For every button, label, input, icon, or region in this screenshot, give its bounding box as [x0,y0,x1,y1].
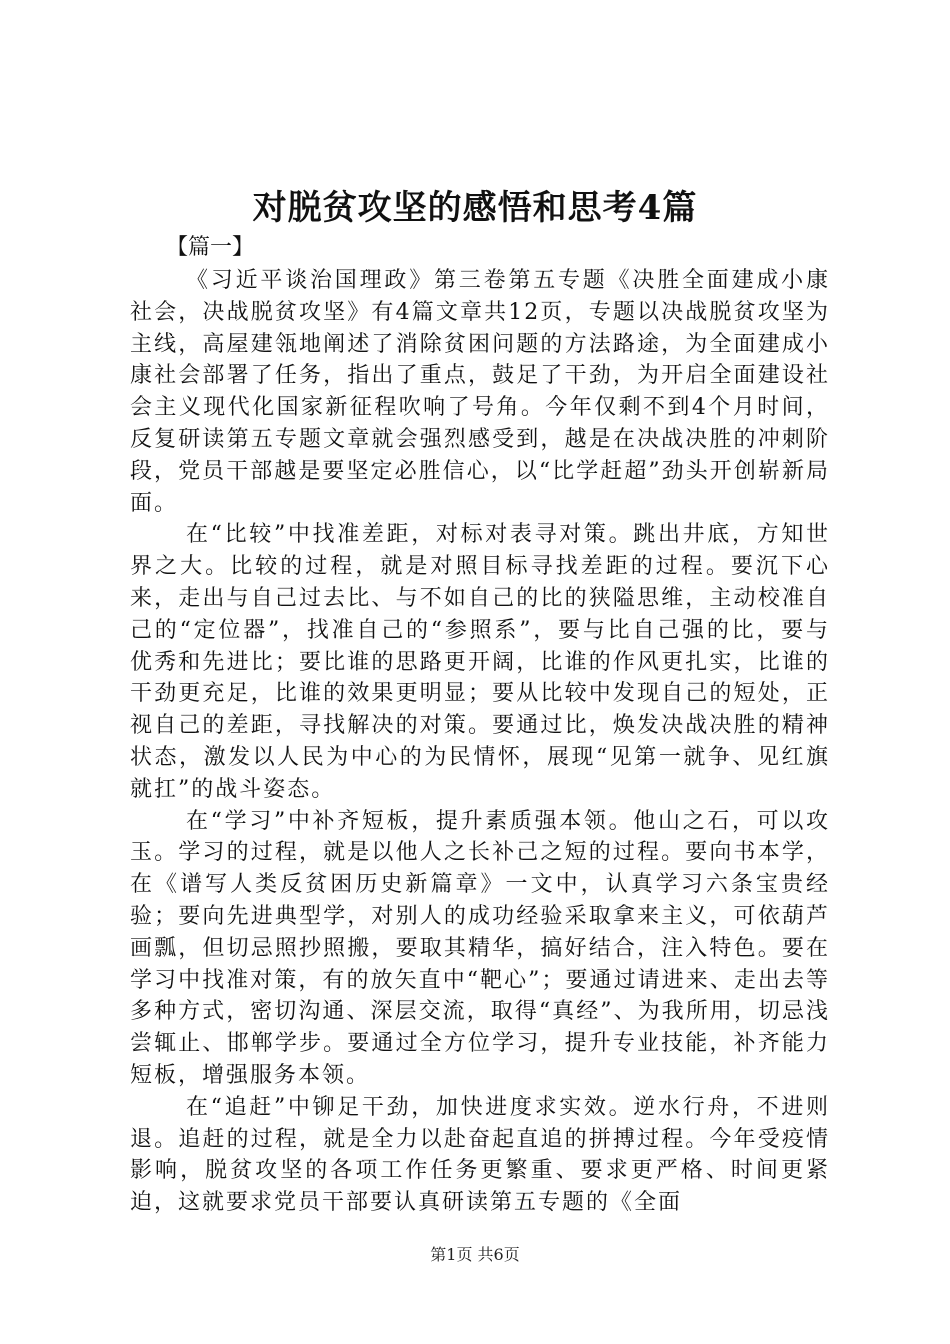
document-title: 对脱贫攻坚的感悟和思考4篇 [252,188,698,228]
document-body [130,232,830,1219]
paragraph-intro: 《习近平谈治国理政》第三卷第五专题《决胜全面建成小康社会，决战脱贫攻坚》有4篇文章共12页，专题以决战脱贫攻坚为主线，高屋建瓴地阐述了消除贫困问题的方法路途，为全面建成小康社会部署了任务，指出了重点，鼓足了干劲，为开启全面建设社会主义现代化国家新征程吹响了号角。今年仅剩不到4个月时间，反复研读第五专题文章就会强烈感受到，越是在决战决胜的冲刺阶段，党员干部越是要坚定必胜信心，以“比学赶超”劲头开创崭新局面。 [130,268,830,516]
section-label: 【篇一】 [166,235,255,260]
paragraph-compare: 在“比较”中找准差距，对标对表寻对策。跳出井底，方知世界之大。比较的过程，就是对照目标寻找差距的过程。要沉下心来，走出与自己过去比、与不如自己的比的狭隘思维，主动校准自己的“定位器”，找准自己的“参照系”，要与比自己强的比，要与优秀和先进比；要比谁的思路更开阔，比谁的作风更扎实，比谁的干劲更充足，比谁的效果更明显；要从比较中发现自己的短处，正视自己的差距，寻找解决的对策。要通过比，焕发决战决胜的精神状态，激发以人民为中心的为民情怀，展现“见第一就争、见红旗就扛”的战斗姿态。 [130,522,830,802]
paragraph-catch-up: 在“追赶”中铆足干劲，加快进度求实效。逆水行舟，不进则退。追赶的过程，就是全力以赴奋起直追的拼搏过程。今年受疫情影响，脱贫攻坚的各项工作任务更繁重、要求更严格、时间更紧迫，这就要求党员干部要认真研读第五专题的《全面 [130,1094,830,1216]
page-footer: 第1页 共6页 [430,1245,520,1264]
paragraph-study: 在“学习”中补齐短板，提升素质强本领。他山之石，可以攻玉。学习的过程，就是以他人之长补己之短的过程。要向书本学，在《谱写人类反贫困历史新篇章》一文中，认真学习六条宝贵经验；要向先进典型学，对别人的成功经验采取拿来主义，可依葫芦画瓢，但切忌照抄照搬，要取其精华，搞好结合，注入特色。要在学习中找准对策，有的放矢直中“靶心”；要通过请进来、走出去等多种方式，密切沟通、深层交流，取得“真经”、为我所用，切忌浅尝辄止、邯郸学步。要通过全方位学习，提升专业技能，补齐能力短板，增强服务本领。 [130,808,830,1088]
